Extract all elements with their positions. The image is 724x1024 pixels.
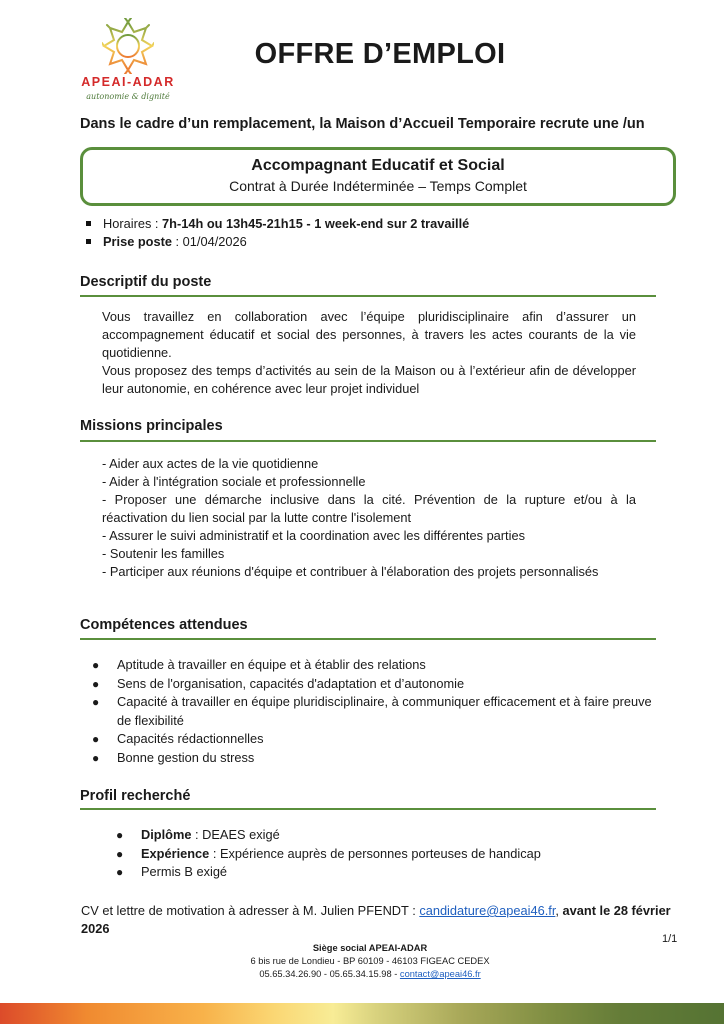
sun-star-logo-icon xyxy=(102,18,154,74)
info-label: Prise poste xyxy=(103,233,172,249)
application-email-link[interactable]: candidature@apeai46.fr xyxy=(419,903,556,918)
application-instructions xyxy=(81,902,681,938)
info-item-start-date xyxy=(86,232,686,250)
profil-list xyxy=(116,826,636,882)
decorative-gradient-bar xyxy=(0,1003,724,1024)
bullet-icon: ● xyxy=(116,846,124,861)
section-title-competences: Compétences attendues xyxy=(80,617,248,633)
list-item-separator: : xyxy=(209,845,220,861)
list-item-text: Sens de l'organisation, capacités d'adaptation et d’autonomie xyxy=(117,675,465,691)
list-item xyxy=(92,749,652,768)
job-contract: Contrat à Durée Indéterminée – Temps Complet xyxy=(229,178,527,194)
job-info-list xyxy=(86,214,686,250)
list-item xyxy=(92,656,652,675)
info-separator: : xyxy=(151,215,163,231)
bullet-icon: ● xyxy=(92,750,100,765)
logo-name: APEAI-ADAR xyxy=(81,75,175,89)
section-divider xyxy=(80,440,656,442)
bullet-icon: ● xyxy=(92,732,100,746)
list-item-label: Diplôme xyxy=(141,827,192,842)
application-comma: , xyxy=(555,903,563,918)
list-item-text: Capacité à travailler en équipe pluridisciplinaire, à communiquer efficacement et à faire preuve de flexibilité xyxy=(117,694,652,728)
application-text: CV et lettre de motivation à adresser à M. Julien PFENDT : xyxy=(81,903,420,918)
list-item-text: Permis B exigé xyxy=(141,864,228,879)
footer-contact xyxy=(200,968,540,981)
info-separator: : xyxy=(172,233,183,249)
section-divider xyxy=(80,808,656,810)
paragraph: Vous proposez des temps d’activités au sein de la Maison ou à l’extérieur afin de développer leur autonomie, en cohérence avec leur projet individuel xyxy=(102,363,636,396)
paragraph: Vous travaillez en collaboration avec l’équipe pluridisciplinaire afin d’assurer un accompagnement éducatif et social des personnes, à travers les actes courants de la vie quotidienne. xyxy=(102,309,636,360)
intro-text: Dans le cadre d’un remplacement, la Maison d’Accueil Temporaire recrute une /un xyxy=(80,116,645,132)
application-deadline: avant le 28 février 2026 xyxy=(81,903,671,936)
info-item-hours xyxy=(86,214,686,232)
list-item xyxy=(116,863,636,882)
list-item: - Participer aux réunions d'équipe et contribuer à l'élaboration des projets personnalisés xyxy=(102,564,599,579)
section-title-descriptif: Descriptif du poste xyxy=(80,274,212,290)
organization-logo xyxy=(78,14,178,104)
list-item-text: Bonne gestion du stress xyxy=(117,749,255,765)
list-item: - Assurer le suivi administratif et la coordination avec les différentes parties xyxy=(102,528,525,543)
footer-title: Siège social APEAI-ADAR xyxy=(312,943,428,953)
missions-list xyxy=(102,455,636,581)
section-divider xyxy=(80,295,656,297)
list-item-text: Aptitude à travailler en équipe et à établir des relations xyxy=(117,657,426,672)
bullet-icon: ● xyxy=(116,828,124,842)
list-item xyxy=(92,675,652,694)
footer-email-link[interactable]: contact@apeai46.fr xyxy=(399,969,481,979)
info-label: Horaires xyxy=(103,215,152,231)
page-number: 1/1 xyxy=(662,933,678,945)
list-item-text: Expérience auprès de personnes porteuses de handicap xyxy=(219,845,541,861)
footer-address: 6 bis rue de Londieu - BP 60109 - 46103 FIGEAC CEDEX xyxy=(250,956,490,966)
descriptif-body xyxy=(102,308,636,398)
section-title-missions: Missions principales xyxy=(80,418,223,434)
bullet-icon: ● xyxy=(92,676,100,691)
square-bullet-icon xyxy=(86,221,91,226)
list-item-text: Capacités rédactionnelles xyxy=(117,731,264,746)
list-item xyxy=(92,693,652,730)
info-value: 01/04/2026 xyxy=(182,233,247,249)
list-item xyxy=(116,845,636,864)
list-item: - Proposer une démarche inclusive dans la cité. Prévention de la rupture et/ou à la réactivation du lien social par la lutte contre l'isolement xyxy=(102,492,636,525)
list-item xyxy=(92,730,652,749)
section-divider xyxy=(80,638,656,640)
job-title: Accompagnant Educatif et Social xyxy=(251,157,505,174)
bullet-icon: ● xyxy=(92,658,100,672)
page-title: OFFRE D’EMPLOI xyxy=(254,38,506,70)
job-title-box xyxy=(80,147,676,206)
list-item xyxy=(116,826,636,845)
competences-list xyxy=(92,656,652,767)
section-title-profil: Profil recherché xyxy=(80,788,191,804)
list-item: - Soutenir les familles xyxy=(102,546,225,561)
list-item: - Aider à l'intégration sociale et professionnelle xyxy=(102,474,366,489)
info-value: 7h-14h ou 13h45-21h15 - 1 week-end sur 2 travaillé xyxy=(162,215,470,231)
square-bullet-icon xyxy=(86,239,91,244)
bullet-icon: ● xyxy=(116,865,124,879)
list-item: - Aider aux actes de la vie quotidienne xyxy=(102,456,319,471)
list-item-text: DEAES exigé xyxy=(202,827,280,842)
bullet-icon: ● xyxy=(92,695,100,709)
list-item-separator: : xyxy=(191,827,203,842)
list-item-label: Expérience xyxy=(141,845,210,861)
logo-tagline: autonomie & dignité xyxy=(86,92,170,101)
footer xyxy=(200,942,540,981)
footer-phones: 05.65.34.26.90 - 05.65.34.15.98 - xyxy=(259,969,400,979)
